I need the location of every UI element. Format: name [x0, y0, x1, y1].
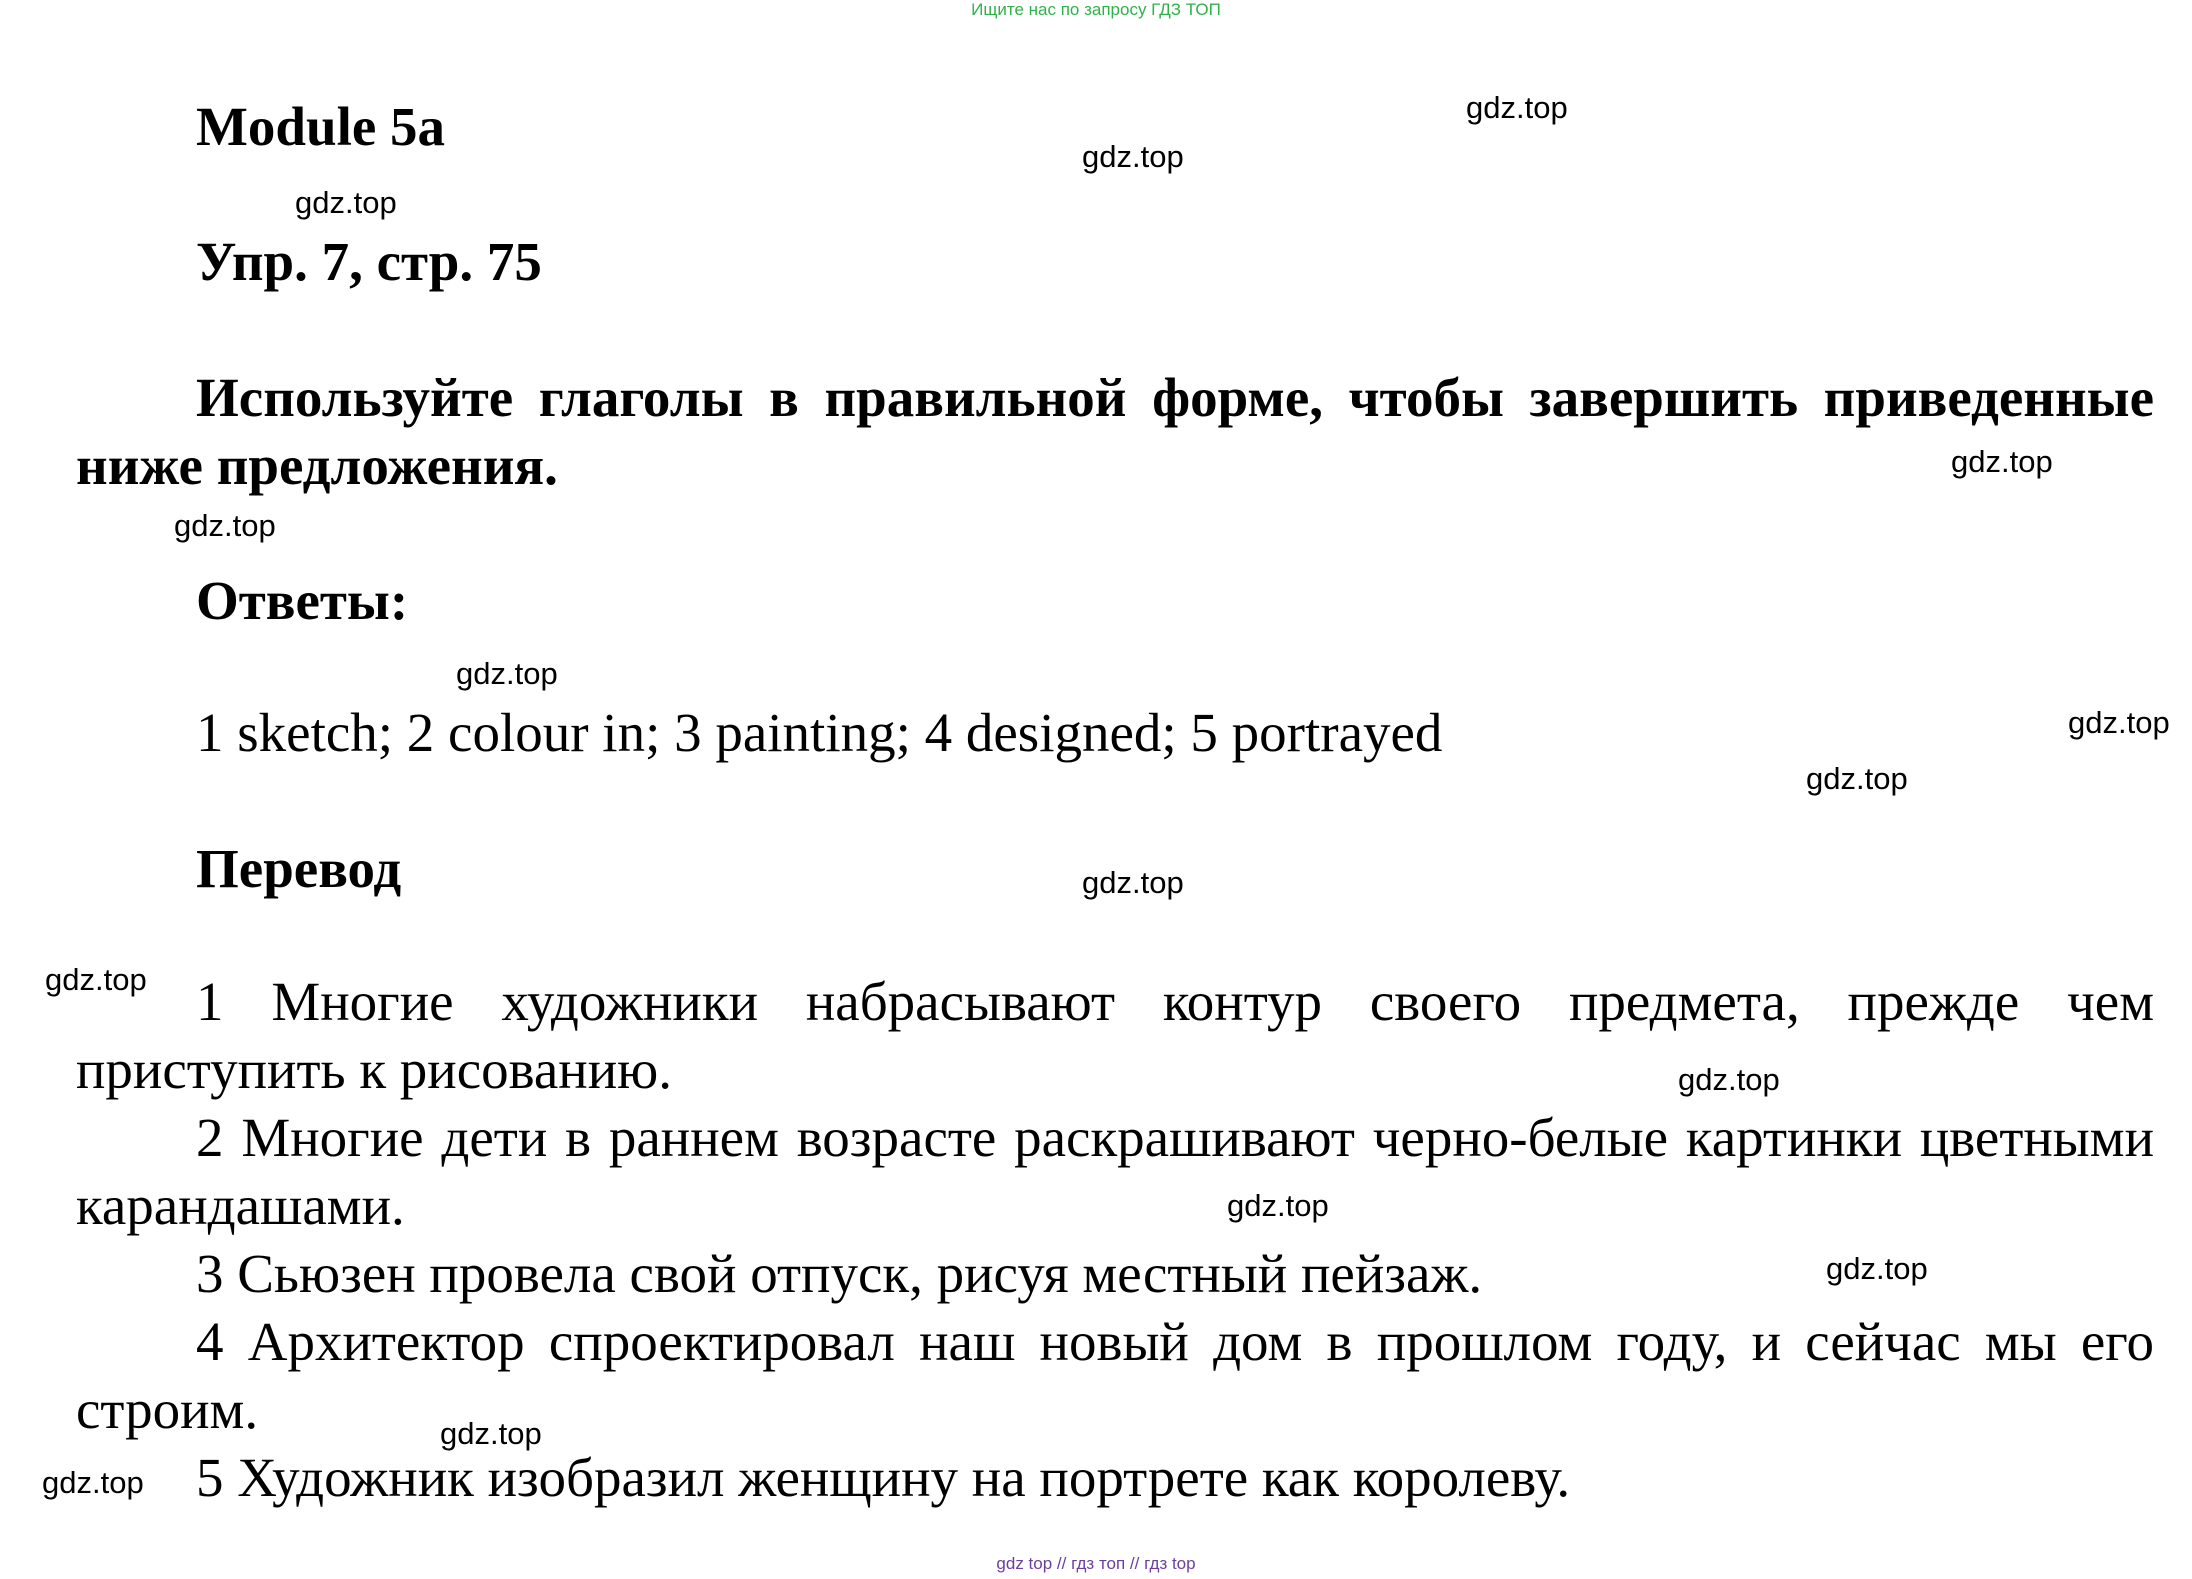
watermark: gdz.top — [456, 656, 558, 691]
translation-item: 2 Многие дети в раннем возрасте раскрашивают черно-белые картинки цветными карандашами. — [76, 1107, 2154, 1236]
watermark: gdz.top — [295, 185, 397, 220]
translation-item: 5 Художник изобразил женщину на портрете как королеву. — [196, 1447, 1571, 1508]
answers-text: 1 sketch; 2 colour in; 3 painting; 4 designed; 5 portrayed — [196, 702, 1443, 763]
translation-item: 3 Сьюзен провела свой отпуск, рисуя местный пейзаж. — [196, 1243, 1483, 1304]
watermark: gdz.top — [440, 1416, 542, 1451]
watermark: gdz.top — [1466, 90, 1568, 125]
watermark: gdz.top — [1082, 139, 1184, 174]
translation-list — [76, 968, 2154, 1512]
answers-heading: Ответы: — [196, 570, 409, 631]
exercise-title: Упр. 7, стр. 75 — [196, 231, 542, 292]
watermark: gdz.top — [42, 1465, 144, 1500]
translation-heading: Перевод — [196, 838, 402, 899]
task-instruction: Используйте глаголы в правильной форме, чтобы завершить приведенные ниже предложения. — [76, 367, 2154, 496]
translation-item: 4 Архитектор спроектировал наш новый дом в прошлом году, и сейчас мы его строим. — [76, 1311, 2154, 1440]
translation-item: 1 Многие художники набрасывают контур своего предмета, прежде чем приступить к рисованию. — [76, 971, 2154, 1100]
watermark: gdz.top — [1678, 1062, 1780, 1097]
watermark: gdz.top — [1951, 444, 2053, 479]
top-banner: Ищите нас по запросу ГДЗ ТОП — [971, 0, 1221, 19]
bottom-banner: gdz top // гдз топ // гдз top — [996, 1554, 1196, 1573]
watermark: gdz.top — [174, 508, 276, 543]
watermark: gdz.top — [1806, 761, 1908, 796]
watermark: gdz.top — [1082, 865, 1184, 900]
watermark: gdz.top — [45, 962, 147, 997]
watermark: gdz.top — [2068, 705, 2170, 740]
watermark: gdz.top — [1826, 1251, 1928, 1286]
watermark: gdz.top — [1227, 1188, 1329, 1223]
module-title: Module 5a — [196, 96, 446, 157]
